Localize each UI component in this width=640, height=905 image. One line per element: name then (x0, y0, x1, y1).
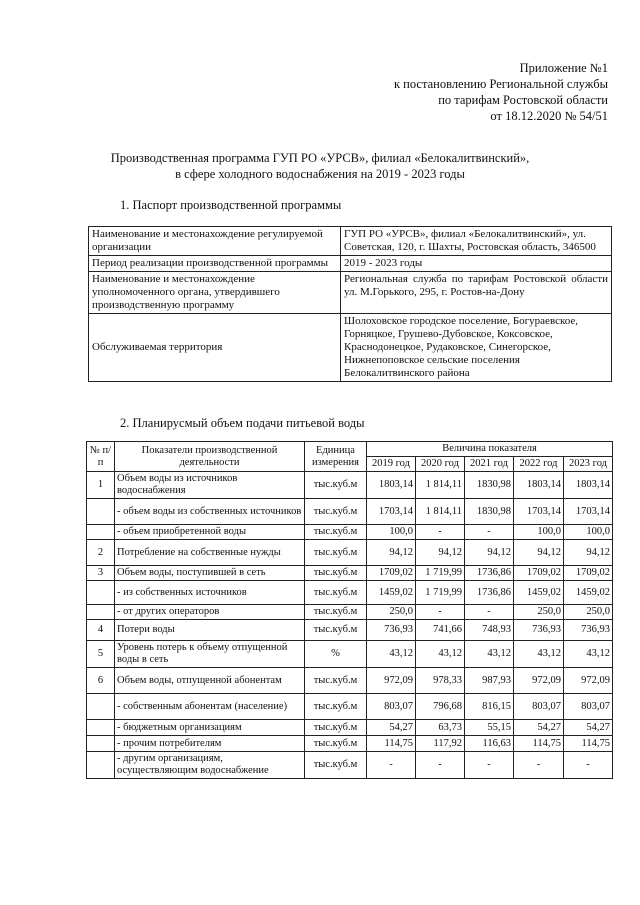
cell-value: 803,07 (514, 694, 564, 720)
appendix-header (394, 60, 608, 124)
section-heading-passport: 1. Паспорт производственной программы (120, 198, 342, 212)
cell-value: 972,09 (564, 668, 613, 694)
cell-value: 1 719,99 (416, 566, 465, 581)
table-row (87, 694, 613, 720)
cell-value: - (367, 752, 416, 779)
cell-value: 94,12 (465, 540, 514, 566)
cell-number: 2 (87, 540, 115, 566)
cell-value: 43,12 (465, 641, 514, 668)
cell-number (87, 605, 115, 620)
cell-value: 43,12 (416, 641, 465, 668)
passport-value-line: ул. М.Горького, 295, г. Ростов-на-Дону (344, 286, 525, 298)
table-row (87, 720, 613, 736)
cell-value: 43,12 (367, 641, 416, 668)
col-header-number: № п/п (87, 442, 115, 472)
cell-value: 736,93 (564, 620, 613, 641)
cell-value: 1803,14 (514, 472, 564, 499)
cell-number (87, 694, 115, 720)
cell-indicator: - другим организациям, осуществляющим водоснабжение (115, 752, 305, 779)
passport-value: ГУП РО «УРСВ», филиал «Белокалитвинский», ул. Советская, 120, г. Шахты, Ростовская область, 346500 (341, 227, 612, 256)
cell-value: 978,33 (416, 668, 465, 694)
cell-value: 114,75 (367, 736, 416, 752)
col-header-year: 2021 год (465, 457, 514, 472)
passport-label: Период реализации производственной программы (89, 256, 341, 272)
col-header-year: 2022 год (514, 457, 564, 472)
cell-value: 1803,14 (367, 472, 416, 499)
cell-value: 1709,02 (367, 566, 416, 581)
cell-number: 6 (87, 668, 115, 694)
cell-number (87, 499, 115, 525)
cell-number (87, 720, 115, 736)
title-line: в сфере холодного водоснабжения на 2019 - 2023 годы (175, 167, 465, 181)
cell-value: 1459,02 (514, 581, 564, 605)
cell-value: 54,27 (367, 720, 416, 736)
section-heading-volume: 2. Планирусмый объем подачи питьевой воды (120, 416, 365, 430)
table-row (87, 668, 613, 694)
cell-value: 1 814,11 (416, 472, 465, 499)
cell-unit: тыс.куб.м (305, 581, 367, 605)
cell-value: 816,15 (465, 694, 514, 720)
cell-value: - (465, 752, 514, 779)
cell-value: 1736,86 (465, 581, 514, 605)
cell-unit: тыс.куб.м (305, 605, 367, 620)
document-title (0, 150, 640, 182)
cell-value: 972,09 (367, 668, 416, 694)
cell-value: 796,68 (416, 694, 465, 720)
title-line: Производственная программа ГУП РО «УРСВ», филиал «Белокалитвинский», (110, 151, 530, 165)
cell-value: 100,0 (514, 525, 564, 540)
cell-number: 5 (87, 641, 115, 668)
passport-row (89, 314, 612, 382)
cell-value: 94,12 (367, 540, 416, 566)
col-header-year: 2019 год (367, 457, 416, 472)
col-header-year: 2023 год (564, 457, 613, 472)
cell-value: 1830,98 (465, 499, 514, 525)
cell-value: - (465, 605, 514, 620)
table-row (87, 525, 613, 540)
cell-value: 741,66 (416, 620, 465, 641)
cell-number: 3 (87, 566, 115, 581)
table-header-row (87, 442, 613, 457)
cell-value: 748,93 (465, 620, 514, 641)
cell-indicator: Объем воды, отпущенной абонентам (115, 668, 305, 694)
cell-unit: тыс.куб.м (305, 620, 367, 641)
appendix-line: от 18.12.2020 № 54/51 (490, 109, 608, 123)
cell-value: 1459,02 (564, 581, 613, 605)
cell-value: 54,27 (514, 720, 564, 736)
cell-unit: тыс.куб.м (305, 736, 367, 752)
cell-unit: тыс.куб.м (305, 472, 367, 499)
passport-value-line: Региональная служба по тарифам Ростовской области (344, 273, 608, 285)
cell-indicator: Объем воды из источников водоснабжения (115, 472, 305, 499)
cell-number (87, 525, 115, 540)
appendix-line: по тарифам Ростовской области (438, 93, 608, 107)
cell-value: 100,0 (367, 525, 416, 540)
passport-label: Обслуживаемая территория (89, 314, 341, 382)
volume-table (86, 441, 613, 779)
cell-value: - (416, 752, 465, 779)
cell-value: 54,27 (564, 720, 613, 736)
cell-value: 736,93 (514, 620, 564, 641)
cell-value: 94,12 (416, 540, 465, 566)
cell-value: 972,09 (514, 668, 564, 694)
cell-value: 803,07 (564, 694, 613, 720)
cell-value: 55,15 (465, 720, 514, 736)
cell-indicator: - от других операторов (115, 605, 305, 620)
cell-value: 114,75 (564, 736, 613, 752)
cell-number (87, 581, 115, 605)
cell-value: 117,92 (416, 736, 465, 752)
passport-value: Шолоховское городское поселение, Богураевское, Горняцкое, Грушево-Дубовское, Коксовское, Краснодонецкое, Рудаковское, Синегорское, Нижнепоповское сельские поселения Белокалитвинского района (341, 314, 612, 382)
table-row (87, 605, 613, 620)
cell-indicator: - объем воды из собственных источников (115, 499, 305, 525)
cell-value: 43,12 (514, 641, 564, 668)
cell-unit: тыс.куб.м (305, 694, 367, 720)
cell-unit: тыс.куб.м (305, 540, 367, 566)
cell-value: 1709,02 (564, 566, 613, 581)
cell-value: 1703,14 (564, 499, 613, 525)
cell-value: 1709,02 (514, 566, 564, 581)
cell-number: 1 (87, 472, 115, 499)
cell-unit: тыс.куб.м (305, 752, 367, 779)
cell-value: 1703,14 (367, 499, 416, 525)
cell-value: - (564, 752, 613, 779)
cell-value: 250,0 (514, 605, 564, 620)
cell-value: 1830,98 (465, 472, 514, 499)
cell-value: 114,75 (514, 736, 564, 752)
cell-number: 4 (87, 620, 115, 641)
cell-indicator: Уровень потерь к объему отпущенной воды в сеть (115, 641, 305, 668)
cell-unit: тыс.куб.м (305, 525, 367, 540)
table-row (87, 581, 613, 605)
col-header-year: 2020 год (416, 457, 465, 472)
passport-row (89, 227, 612, 256)
col-header-unit: Единица измерения (305, 442, 367, 472)
cell-value: 1703,14 (514, 499, 564, 525)
cell-unit: тыс.куб.м (305, 499, 367, 525)
cell-value: 250,0 (564, 605, 613, 620)
cell-value: - (416, 605, 465, 620)
cell-unit: тыс.куб.м (305, 566, 367, 581)
cell-indicator: - собственным абонентам (население) (115, 694, 305, 720)
cell-indicator: Потери воды (115, 620, 305, 641)
passport-row (89, 256, 612, 272)
passport-table (88, 226, 612, 382)
cell-value: 1803,14 (564, 472, 613, 499)
cell-value: 94,12 (514, 540, 564, 566)
cell-number (87, 752, 115, 779)
appendix-line: к постановлению Региональной службы (393, 77, 608, 91)
table-row (87, 566, 613, 581)
cell-value: - (416, 525, 465, 540)
table-row (87, 499, 613, 525)
cell-unit: тыс.куб.м (305, 720, 367, 736)
cell-value: 116,63 (465, 736, 514, 752)
passport-label: Наименование и местонахождение регулируемой организации (89, 227, 341, 256)
cell-value: 987,93 (465, 668, 514, 694)
table-row (87, 641, 613, 668)
appendix-line: Приложение №1 (519, 61, 608, 75)
cell-indicator: - объем приобретенной воды (115, 525, 305, 540)
cell-indicator: - прочим потребителям (115, 736, 305, 752)
cell-value: 1736,86 (465, 566, 514, 581)
col-header-value: Величина показателя (367, 442, 613, 457)
cell-indicator: Объем воды, поступившей в сеть (115, 566, 305, 581)
cell-value: 43,12 (564, 641, 613, 668)
cell-value: 1 719,99 (416, 581, 465, 605)
passport-label: Наименование и местонахождение уполномоченного органа, утвердившего производственную программу (89, 272, 341, 314)
table-row (87, 620, 613, 641)
cell-unit: % (305, 641, 367, 668)
cell-value: 63,73 (416, 720, 465, 736)
table-row (87, 736, 613, 752)
cell-value: 803,07 (367, 694, 416, 720)
passport-value (341, 272, 612, 314)
cell-value: 94,12 (564, 540, 613, 566)
cell-number (87, 736, 115, 752)
passport-row (89, 272, 612, 314)
table-row (87, 752, 613, 779)
table-row (87, 472, 613, 499)
cell-value: 736,93 (367, 620, 416, 641)
cell-value: 250,0 (367, 605, 416, 620)
cell-value: 1459,02 (367, 581, 416, 605)
cell-value: - (465, 525, 514, 540)
cell-unit: тыс.куб.м (305, 668, 367, 694)
cell-value: 1 814,11 (416, 499, 465, 525)
cell-indicator: - из собственных источников (115, 581, 305, 605)
cell-value: - (514, 752, 564, 779)
cell-indicator: Потребление на собственные нужды (115, 540, 305, 566)
cell-value: 100,0 (564, 525, 613, 540)
col-header-indicator: Показатели производственной деятельности (115, 442, 305, 472)
cell-indicator: - бюджетным организациям (115, 720, 305, 736)
table-row (87, 540, 613, 566)
passport-value: 2019 - 2023 годы (341, 256, 612, 272)
